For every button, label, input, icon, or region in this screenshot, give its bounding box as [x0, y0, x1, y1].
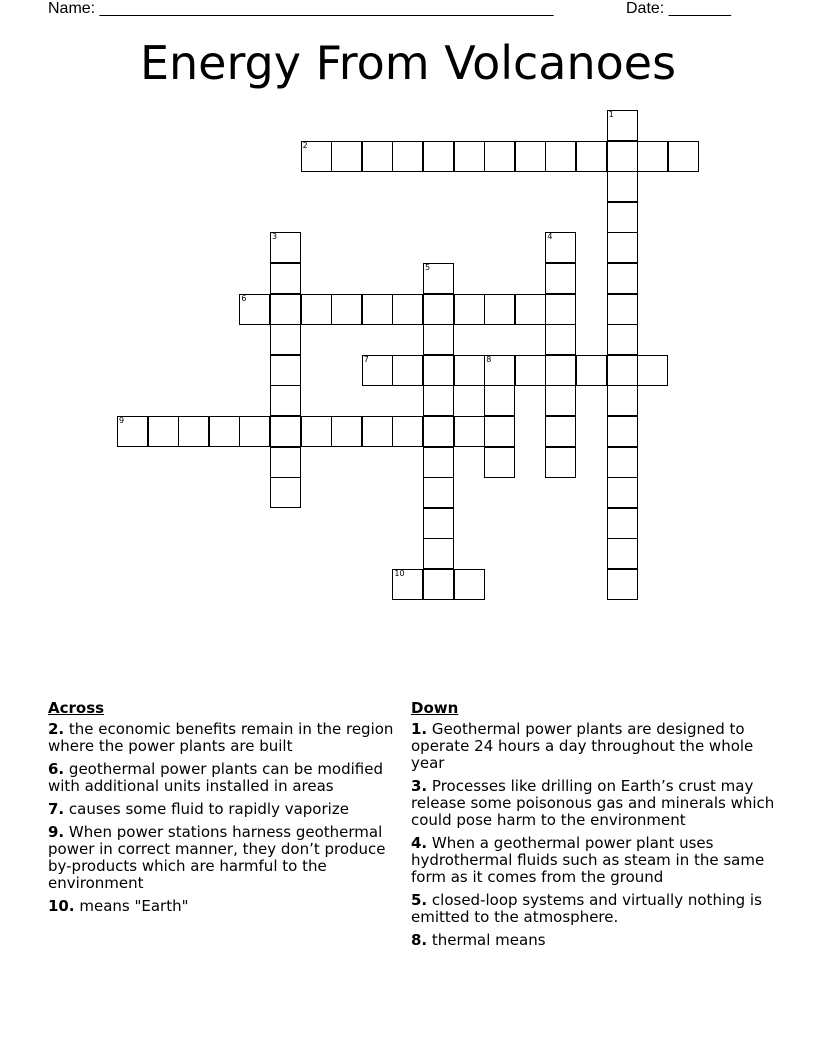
- grid-cell[interactable]: [607, 569, 638, 600]
- grid-cell[interactable]: [454, 416, 485, 447]
- clue-item: [48, 824, 403, 892]
- clue-item-number: 3.: [411, 777, 428, 795]
- clue-item: [48, 721, 403, 755]
- grid-cell[interactable]: [607, 447, 638, 478]
- grid-cell[interactable]: [392, 294, 423, 325]
- grid-cell[interactable]: [301, 294, 332, 325]
- clue-number: 8: [486, 354, 492, 364]
- grid-cell[interactable]: [454, 294, 485, 325]
- grid-cell[interactable]: [423, 447, 454, 478]
- grid-cell[interactable]: [576, 355, 607, 386]
- grid-cell[interactable]: [423, 294, 454, 325]
- across-clue-list: [48, 721, 403, 915]
- grid-cell[interactable]: [270, 324, 301, 355]
- grid-cell[interactable]: [545, 355, 576, 386]
- clue-item-text: closed-loop systems and virtually nothing is emitted to the atmosphere.: [411, 891, 762, 926]
- grid-cell[interactable]: [607, 202, 638, 233]
- grid-cell[interactable]: [545, 416, 576, 447]
- date-field[interactable]: Date: _______: [626, 0, 731, 17]
- grid-cell[interactable]: [545, 141, 576, 172]
- clue-item-text: geothermal power plants can be modified with additional units installed in areas: [48, 760, 383, 795]
- clue-item: [48, 761, 403, 795]
- grid-cell[interactable]: [607, 538, 638, 569]
- grid-cell[interactable]: [392, 355, 423, 386]
- grid-cell[interactable]: [423, 324, 454, 355]
- grid-cell[interactable]: [484, 141, 515, 172]
- clue-item: [411, 892, 779, 926]
- grid-cell[interactable]: [545, 263, 576, 294]
- clue-number: 1: [608, 110, 614, 119]
- grid-cell[interactable]: [423, 416, 454, 447]
- puzzle-title: Energy From Volcanoes: [139, 36, 677, 90]
- grid-cell[interactable]: [362, 416, 393, 447]
- grid-cell[interactable]: [331, 416, 362, 447]
- down-clues: [411, 700, 779, 955]
- grid-cell[interactable]: [392, 141, 423, 172]
- clue-item: [411, 932, 779, 949]
- grid-cell[interactable]: [178, 416, 209, 447]
- grid-cell[interactable]: [454, 355, 485, 386]
- grid-cell[interactable]: [454, 569, 485, 600]
- grid-cell[interactable]: [515, 141, 546, 172]
- grid-cell[interactable]: [607, 171, 638, 202]
- grid-cell[interactable]: [484, 447, 515, 478]
- grid-cell[interactable]: [209, 416, 240, 447]
- grid-cell[interactable]: [270, 447, 301, 478]
- clue-item-number: 9.: [48, 823, 65, 841]
- grid-cell[interactable]: [607, 110, 638, 141]
- grid-cell[interactable]: [607, 508, 638, 539]
- clue-item-text: When a geothermal power plant uses hydrothermal fluids such as steam in the same form as it comes from the ground: [411, 834, 765, 886]
- clue-item: [411, 835, 779, 886]
- across-heading: Across: [48, 699, 105, 717]
- clue-item-text: Geothermal power plants are designed to operate 24 hours a day throughout the whole year: [411, 720, 754, 772]
- name-field[interactable]: Name: ___________________________________________________: [48, 0, 554, 17]
- grid-cell[interactable]: [423, 508, 454, 539]
- grid-cell[interactable]: [607, 416, 638, 447]
- grid-cell[interactable]: [392, 416, 423, 447]
- grid-cell[interactable]: [545, 324, 576, 355]
- clue-item-number: 6.: [48, 760, 65, 778]
- grid-cell[interactable]: [270, 294, 301, 325]
- grid-cell[interactable]: [576, 141, 607, 172]
- clue-number: 4: [547, 232, 553, 242]
- clue-number: 10: [394, 569, 405, 578]
- grid-cell[interactable]: [423, 141, 454, 172]
- grid-cell[interactable]: [423, 355, 454, 386]
- clue-item-text: Processes like drilling on Earth’s crust may release some poisonous gas and minerals which could pose harm to the environment: [411, 777, 775, 829]
- down-clue-list: [411, 721, 779, 949]
- grid-cell[interactable]: [515, 355, 546, 386]
- grid-cell[interactable]: [270, 477, 301, 508]
- grid-cell[interactable]: [607, 263, 638, 294]
- clue-item-text: When power stations harness geothermal power in correct manner, they don’t produce by-products which are harmful to the environment: [48, 823, 386, 892]
- grid-cell[interactable]: [423, 263, 454, 294]
- grid-cell[interactable]: [454, 141, 485, 172]
- grid-cell[interactable]: [515, 294, 546, 325]
- clue-item-number: 4.: [411, 834, 428, 852]
- grid-cell[interactable]: [637, 355, 668, 386]
- grid-cell[interactable]: [239, 416, 270, 447]
- clue-item-text: thermal means: [431, 931, 546, 949]
- grid-cell[interactable]: [423, 477, 454, 508]
- grid-cell[interactable]: [331, 141, 362, 172]
- grid-cell[interactable]: [362, 355, 393, 386]
- clue-number: 2: [302, 140, 308, 150]
- clue-item-number: 1.: [411, 720, 428, 738]
- grid-cell[interactable]: [117, 416, 148, 447]
- grid-cell[interactable]: [607, 385, 638, 416]
- grid-cell[interactable]: [270, 385, 301, 416]
- grid-cell[interactable]: [484, 294, 515, 325]
- grid-cell[interactable]: [270, 232, 301, 263]
- clue-item-text: means "Earth": [79, 897, 189, 915]
- clue-item: [411, 721, 779, 772]
- grid-cell[interactable]: [423, 385, 454, 416]
- clue-item: [411, 778, 779, 829]
- clue-item: [48, 898, 403, 915]
- grid-cell[interactable]: [392, 569, 423, 600]
- across-clues: [48, 700, 403, 921]
- down-heading: Down: [411, 699, 459, 717]
- clue-item: [48, 801, 403, 818]
- clue-item-number: 10.: [48, 897, 75, 915]
- grid-cell[interactable]: [484, 385, 515, 416]
- grid-cell[interactable]: [607, 355, 638, 386]
- grid-cell[interactable]: [239, 294, 270, 325]
- grid-cell[interactable]: [637, 141, 668, 172]
- grid-cell[interactable]: [270, 263, 301, 294]
- grid-cell[interactable]: [270, 416, 301, 447]
- grid-cell[interactable]: [607, 324, 638, 355]
- clue-item-number: 7.: [48, 800, 65, 818]
- clue-number: 3: [272, 232, 278, 242]
- grid-cell[interactable]: [148, 416, 179, 447]
- clue-number: 5: [425, 263, 431, 272]
- grid-cell[interactable]: [362, 141, 393, 172]
- grid-cell[interactable]: [545, 385, 576, 416]
- grid-cell[interactable]: [484, 355, 515, 386]
- clue-number: 9: [119, 416, 125, 425]
- grid-cell[interactable]: [423, 538, 454, 569]
- grid-cell[interactable]: [668, 141, 699, 172]
- clue-number: 6: [241, 293, 247, 303]
- clue-item-text: the economic benefits remain in the region where the power plants are built: [48, 720, 394, 755]
- clue-item-number: 5.: [411, 891, 428, 909]
- grid-cell[interactable]: [301, 416, 332, 447]
- clue-number: 7: [363, 354, 369, 364]
- grid-cell[interactable]: [607, 232, 638, 263]
- grid-cell[interactable]: [545, 232, 576, 263]
- grid-cell[interactable]: [607, 141, 638, 172]
- grid-cell[interactable]: [607, 477, 638, 508]
- clue-item-text: causes some fluid to rapidly vaporize: [68, 800, 349, 818]
- grid-cell[interactable]: [301, 141, 332, 172]
- grid-cell[interactable]: [484, 416, 515, 447]
- grid-cell[interactable]: [270, 355, 301, 386]
- grid-cell[interactable]: [331, 294, 362, 325]
- grid-cell[interactable]: [362, 294, 393, 325]
- grid-cell[interactable]: [545, 294, 576, 325]
- grid-cell[interactable]: [607, 294, 638, 325]
- grid-cell[interactable]: [545, 447, 576, 478]
- grid-cell[interactable]: [423, 569, 454, 600]
- clue-item-number: 2.: [48, 720, 65, 738]
- clue-item-number: 8.: [411, 931, 428, 949]
